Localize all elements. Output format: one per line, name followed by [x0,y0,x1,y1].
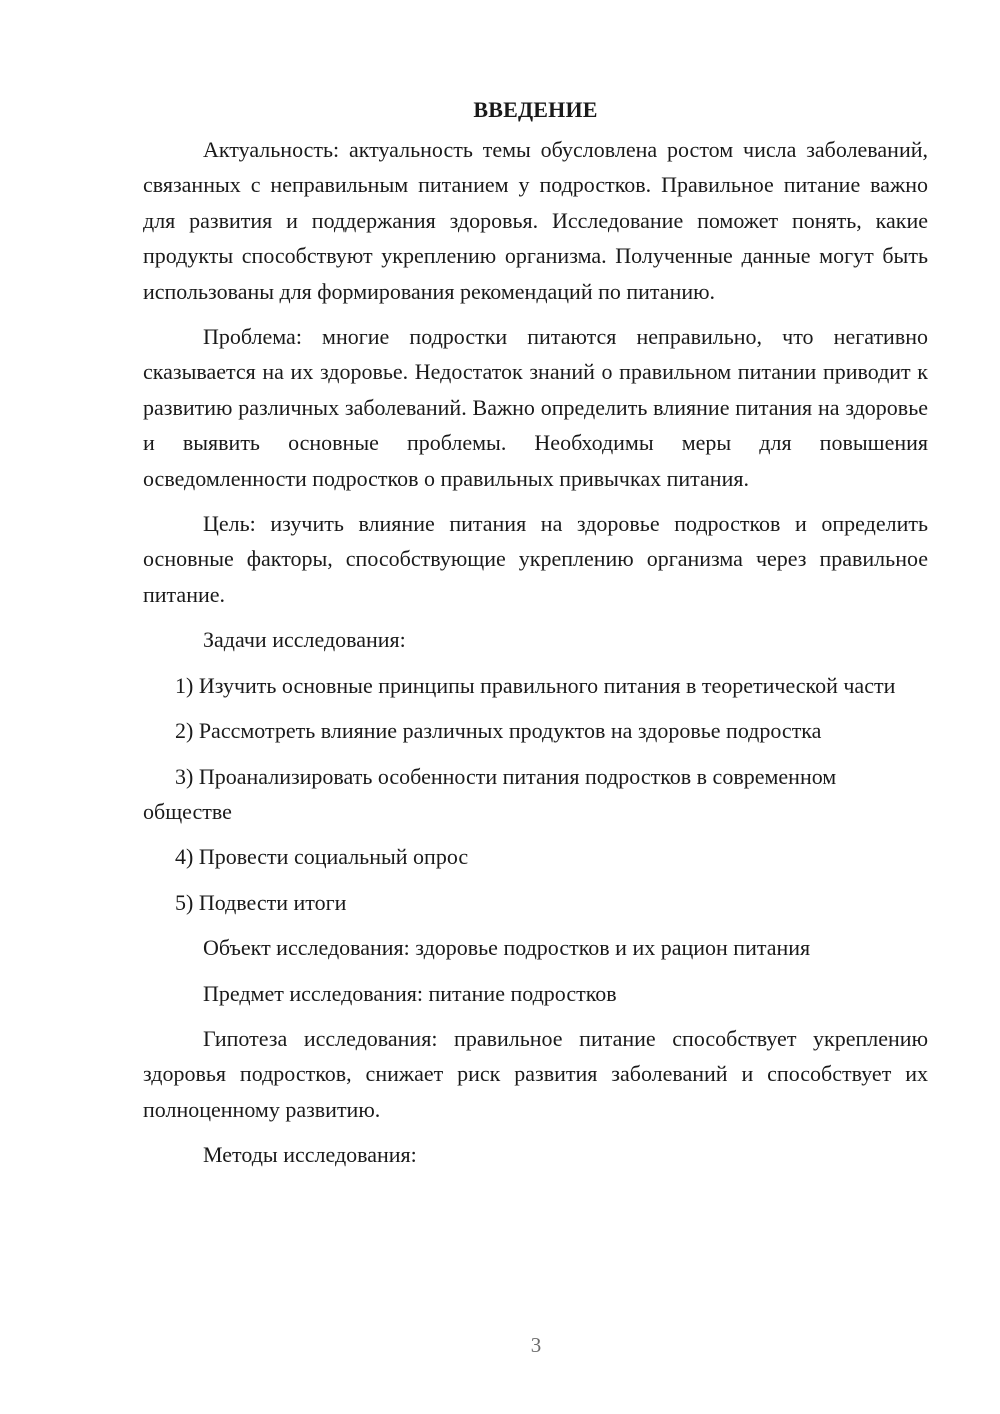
goal-paragraph: Цель: изучить влияние питания на здоровье подростков и определить основные факторы, способствующие укреплению организма через правильное питание. [143,511,928,607]
tasks-heading: Задачи исследования: [203,627,406,653]
page-number: 3 [530,1333,542,1357]
task-item-3: 3) Проанализировать особенности питания подростков в современном обществе [143,763,837,824]
section-title: ВВЕДЕНИЕ [473,97,598,122]
methods-heading: Методы исследования: [203,1142,417,1168]
subject-paragraph: Предмет исследования: питание подростков [203,980,617,1006]
problem-paragraph: Проблема: многие подростки питаются неправильно, что негативно сказывается на их здоровье. Недостаток знаний о правильном питании приводит к развитию различных заболеваний. Важно определить влияние питания на здоровье и выявить основные проблемы. Необходимы меры для повышения осведомленности подростков о правильных привычках питания. [143,324,928,491]
task-item-2: 2) Рассмотреть влияние различных продуктов на здоровье подростка [175,718,822,744]
relevance-paragraph: Актуальность: актуальность темы обусловлена ростом числа заболеваний, связанных с неправильным питанием у подростков. Правильное питание важно для развития и поддержания здоровья. Исследование поможет понять, какие продукты способствуют укреплению организма. Полученные данные могут быть использованы для формирования рекомендаций по питанию. [143,137,928,304]
document-page [143,92,928,1183]
task-item-1: 1) Изучить основные принципы правильного питания в теоретической части [175,672,896,698]
task-item-5: 5) Подвести итоги [175,889,347,915]
object-paragraph: Объект исследования: здоровье подростков и их рацион питания [203,935,811,961]
hypothesis-paragraph: Гипотеза исследования: правильное питание способствует укреплению здоровья подростков, снижает риск развития заболеваний и способствует их полноценному развитию. [143,1025,928,1122]
task-item-4: 4) Провести социальный опрос [175,844,469,870]
